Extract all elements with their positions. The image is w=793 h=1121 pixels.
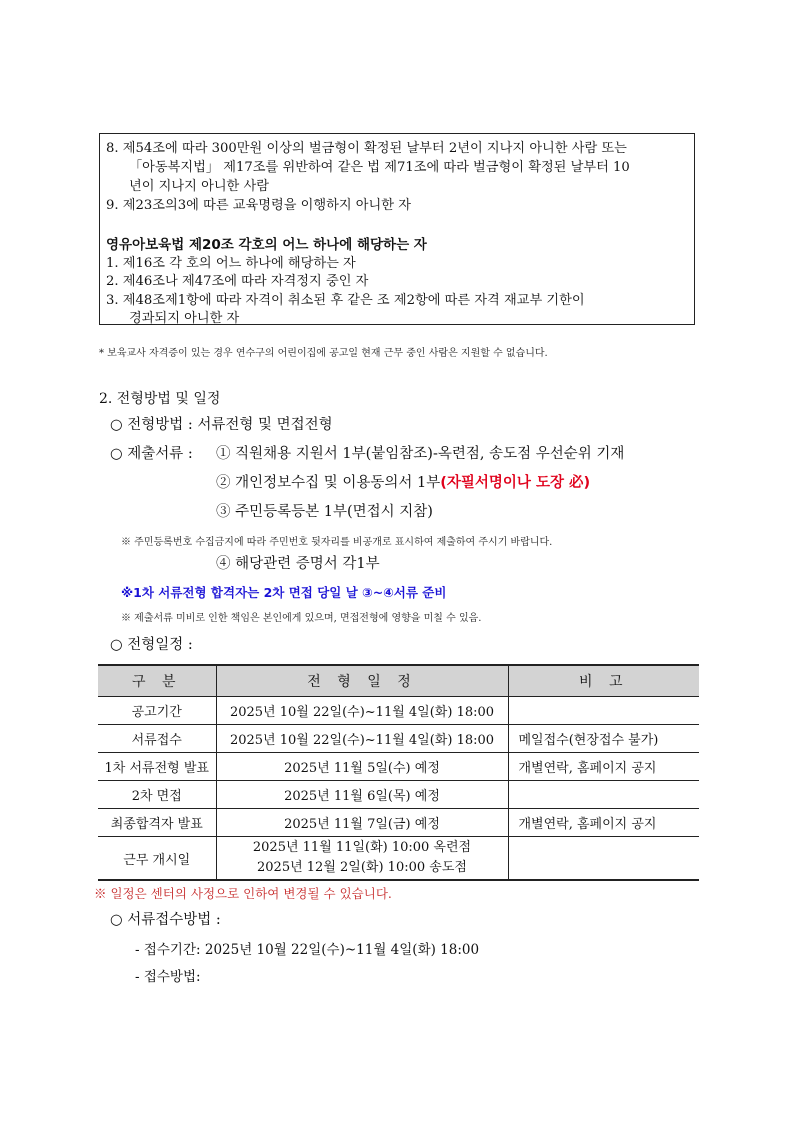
row-label: 1차 서류전형 발표	[98, 753, 216, 781]
box-line-8-end: 년이 지나지 아니한 사람	[129, 179, 269, 194]
row-remark	[508, 837, 699, 881]
schedule-label: ○ 전형일정 :	[110, 637, 193, 653]
receipt-label: ○ 서류접수방법 :	[110, 912, 221, 928]
table-row	[98, 697, 699, 725]
schedule-change-note: ※ 일정은 센터의 사정으로 인하여 변경될 수 있습니다.	[94, 886, 392, 901]
row-remark: 개별연락, 홈페이지 공지	[508, 753, 699, 781]
receipt-method: - 접수방법:	[135, 969, 201, 985]
note-teacher: * 보육교사 자격증이 있는 경우 연수구의 어린이집에 공고일 현재 근무 중인 사람은 지원할 수 없습니다.	[99, 348, 548, 359]
table-row	[98, 837, 699, 881]
row-date	[216, 837, 508, 881]
col-schedule: 전 형 일 정	[216, 665, 508, 697]
table-row	[98, 753, 699, 781]
table-header-row	[98, 665, 699, 697]
first-pass-note: ※1차 서류전형 합격자는 2차 면접 당일 날 ③~④서류 준비	[121, 585, 447, 600]
docs-label: ○ 제출서류 :	[110, 446, 193, 462]
note-missing-docs: ※ 제출서류 미비로 인한 책임은 본인에게 있으며, 면접전형에 영향을 미칠 수 있음.	[121, 613, 482, 624]
row-remark	[508, 781, 699, 809]
table-row	[98, 725, 699, 753]
row-remark: 메일접수(현장접수 불가)	[508, 725, 699, 753]
box-line-9: 9. 제23조의3에 따른 교육명령을 이행하지 아니한 자	[106, 198, 411, 213]
table-row	[98, 781, 699, 809]
note-resident-number: ※ 주민등록번호 수집금지에 따라 주민번호 뒷자리를 비공개로 표시하여 제출하여 주시기 바랍니다.	[121, 537, 553, 548]
row-date: 2025년 10월 22일(수)~11월 4일(화) 18:00	[216, 697, 508, 725]
schedule-table	[98, 664, 699, 881]
doc-2	[216, 471, 590, 492]
box-item-1: 1. 제16조 각 호의 어느 하나에 해당하는 자	[106, 256, 356, 271]
doc-2-red: (자필서명이나 도장 必)	[440, 475, 591, 491]
start-date-okryeon: 2025년 11월 11일(화) 10:00 옥련점	[252, 840, 472, 855]
row-label: 근무 개시일	[98, 837, 216, 881]
col-remarks: 비 고	[508, 665, 699, 697]
row-label: 2차 면접	[98, 781, 216, 809]
box-item-2: 2. 제46조나 제47조에 따라 자격정지 중인 자	[106, 274, 369, 289]
start-date-songdo: 2025년 12월 2일(화) 10:00 송도점	[257, 860, 467, 875]
col-category: 구 분	[98, 665, 216, 697]
row-remark: 개별연락, 홈페이지 공지	[508, 809, 699, 837]
doc-1: ① 직원채용 지원서 1부(붙임참조)-옥련점, 송도점 우선순위 기재	[216, 446, 625, 462]
row-remark	[508, 697, 699, 725]
doc-3: ③ 주민등록등본 1부(면접시 지참)	[216, 504, 433, 520]
table-row	[98, 809, 699, 837]
row-date: 2025년 11월 5일(수) 예정	[216, 753, 508, 781]
row-label: 서류접수	[98, 725, 216, 753]
row-date: 2025년 10월 22일(수)~11월 4일(화) 18:00	[216, 725, 508, 753]
row-label: 공고기간	[98, 697, 216, 725]
row-date: 2025년 11월 6일(목) 예정	[216, 781, 508, 809]
section-title: 2. 전형방법 및 일정	[99, 391, 221, 407]
box-item-3-cont: 경과되지 아니한 자	[129, 311, 240, 326]
doc-4: ④ 해당관련 증명서 각1부	[216, 556, 380, 572]
doc-2-text: ② 개인정보수집 및 이용동의서 1부	[216, 475, 441, 491]
receipt-period: - 접수기간: 2025년 10월 22일(수)~11월 4일(화) 18:00	[135, 942, 480, 958]
row-date: 2025년 11월 7일(금) 예정	[216, 809, 508, 837]
row-label: 최종합격자 발표	[98, 809, 216, 837]
method-line: ○ 전형방법 : 서류전형 및 면접전형	[110, 417, 333, 433]
box-item-3: 3. 제48조제1항에 따라 자격이 취소된 후 같은 조 제2항에 따른 자격 재교부 기한이	[106, 293, 585, 308]
box-line-8: 8. 제54조에 따라 300만원 이상의 벌금형이 확정된 날부터 2년이 지나지 아니한 사람 또는	[106, 141, 627, 156]
box-heading: 영유아보육법 제20조 각호의 어느 하나에 해당하는 자	[106, 237, 427, 253]
box-line-8-cont: 「아동복지법」 제17조를 위반하여 같은 법 제71조에 따라 벌금형이 확정된 날부터 10	[129, 160, 630, 175]
